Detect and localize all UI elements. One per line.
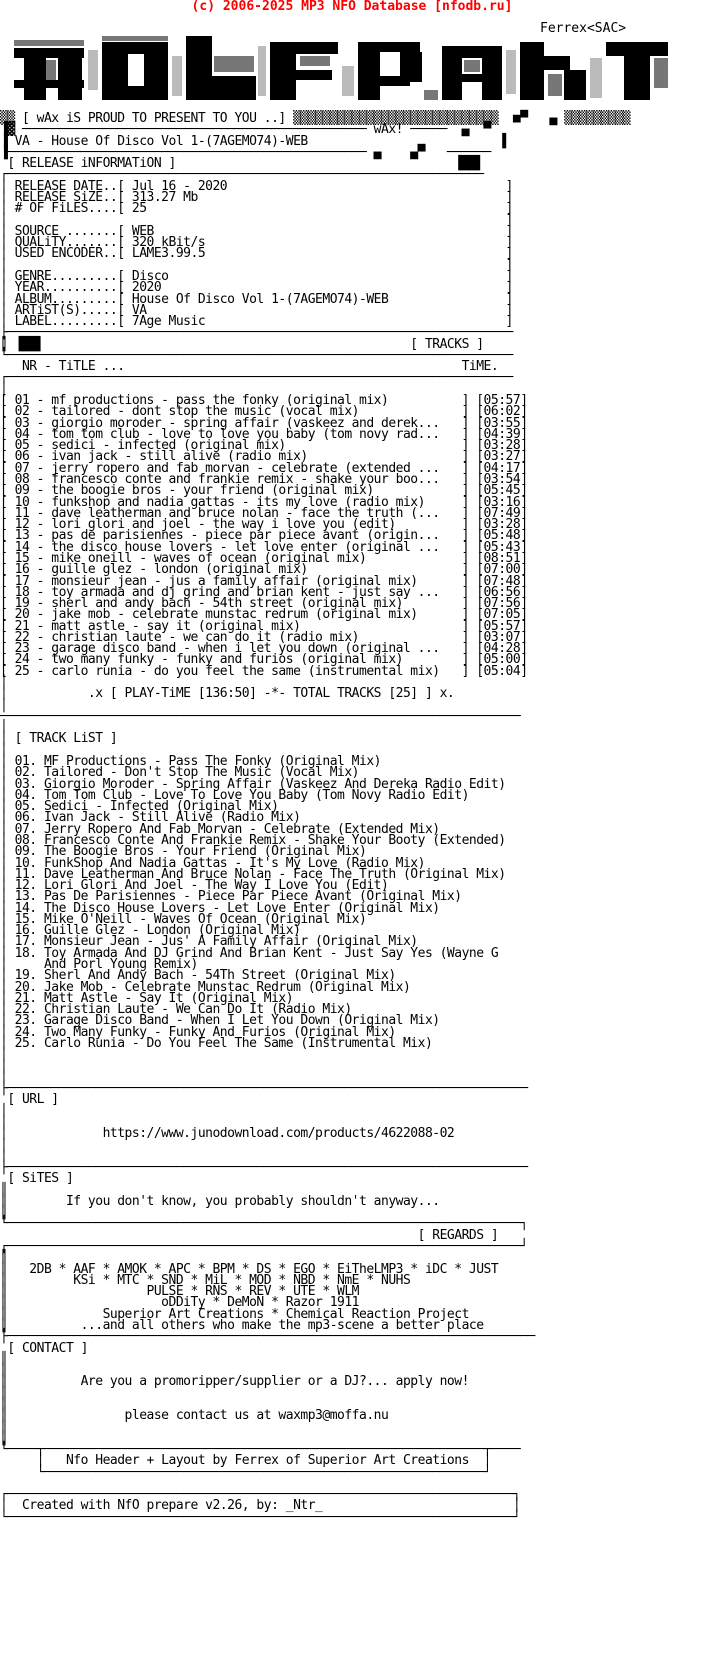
nfo-line: └────────────────────────────────────────────────────────────┘ — [0, 1464, 491, 1480]
nfo-line: │ RELEASE SiZE..[ 313.27 Mb ] — [0, 190, 513, 205]
nfo-line: │ Nfo Header + Layout by Ferrex of Superior Art Creations │ — [0, 1453, 491, 1469]
nfo-line: ║ Superior Art Creations * Chemical Reaction Project — [0, 1306, 469, 1322]
nfo-line: │ — [0, 1114, 8, 1130]
nfo-line: ├───────────────────────────────────────────────────────────────────── — [0, 325, 513, 341]
nfo-line: [ 11 - dave leatherman and bruce nolan - face the truth (... ] [07:49] — [0, 505, 528, 521]
nfo-line: │ 22. Christian Laute - We Can Do It (Radio Mix) — [0, 1002, 352, 1018]
nfo-line: ║ — [0, 1182, 8, 1198]
nfo-line: [ 05 - sedici - infected (original mix) ] [03:28] — [0, 438, 528, 454]
nfo-line: [ 22 - christian laute - we can do it (radio mix) ] [03:07] — [0, 629, 528, 645]
nfo-line: │ LABEL.........[ 7Age Music ] — [0, 314, 513, 329]
nfo-line: ║ — [0, 1430, 8, 1446]
nfo-line: [ 13 - pas de parisiennes - piece par piece avant (origin... ] [05:48] — [0, 528, 528, 544]
nfo-line: NR - TiTLE ... TiME. — [0, 359, 499, 375]
nfo-line: [ 10 - funkshop and nadia gattas - its my love (radio mix) ] [03:16] — [0, 494, 528, 510]
nfo-line: ║ — [0, 1363, 8, 1379]
wax-ascii-logo — [14, 36, 674, 112]
nfo-line: [ 15 - mike oneill - waves of ocean (original mix) ] [08:51] — [0, 550, 528, 566]
nfo-line: [ REGARDS ] — [0, 1227, 499, 1243]
nfo-line: ┌─────────────────────────────────────────────────────────────────────┐ — [0, 1487, 521, 1503]
nfo-line: [ 17 - monsieur jean - jus a family affair (original mix) ] [07:48] — [0, 573, 528, 589]
nfo-line: [ 01 - mf productions - pass the fonky (original mix) ] [05:57] — [0, 393, 528, 408]
nfo-line: │ 19. Sherl And Andy Bach - 54Th Street (Original Mix) — [0, 968, 396, 984]
nfo-line: [ 12 - lori glori and joel - the way i love you (edit) ] [03:28] — [0, 517, 528, 533]
nfo-line: ║ If you don't know, you probably shouldn't anyway... — [0, 1193, 440, 1209]
nfo-line: │ — [0, 381, 8, 397]
nfo-line: │ ] — [0, 212, 513, 228]
nfo-line: │ SOURCE .......[ WEB ] — [0, 223, 513, 239]
nfo-line: │ 07. Jerry Ropero And Fab Morvan - Celebrate (Extended Mix) — [0, 821, 440, 837]
nfo-line: [ 08 - francesco conte and frankie remix - shake your boo... ] [03:54] — [0, 472, 528, 487]
nfo-line: │ 15. Mike O'Neill - Waves Of Ocean (Original Mix) — [0, 911, 367, 927]
nfo-line: [ 04 - tom tom club - love to love you baby (tom novy rad... ] [04:39] — [0, 426, 528, 442]
nfo-line: │ ARTiST(S).....[ VA ] — [0, 302, 513, 318]
nfo-line: ┌──────────────────────────────────────────────────────────────────────┘ — [0, 1239, 528, 1254]
nfo-line: │ — [0, 1047, 8, 1063]
nfo-line: │ ] — [0, 257, 513, 273]
nfo-line: ║ — [0, 1385, 8, 1401]
nfo-line: │ 14. The Disco House Lovers - Let Love Enter (Original Mix) — [0, 900, 440, 916]
nfo-line: │ 01. MF Productions - Pass The Fonky (Original Mix) — [0, 754, 381, 769]
nfo-line: │ 18. Toy Armada And DJ Grind And Brian Kent - Just Say Yes (Wayne G — [0, 945, 499, 961]
nfo-line: ▐ VA - House Of Disco Vol 1-(7AGEMO74)-WEB ▐ — [0, 133, 506, 149]
header-credit: Ferrex<SAC> — [540, 21, 627, 36]
nfo-line: │ GENRE.........[ Disco ] — [0, 268, 513, 284]
nfo-line: [ SiTES ] — [0, 1171, 74, 1187]
nfo-line: │ USED ENCODER..[ LAME3.99.5 ] — [0, 246, 513, 262]
nfo-line: │ 25. Carlo Runia - Do You Feel The Same (Instrumental Mix) — [0, 1036, 433, 1051]
nfo-line: │ — [0, 1148, 8, 1164]
site-banner: (c) 2006-2025 MP3 NFO Database [nfodb.ru] — [191, 0, 513, 14]
nfo-line: ║ — [0, 1205, 8, 1221]
nfo-line: │ RELEASE DATE..[ Jul 16 - 2020 ] — [0, 178, 513, 194]
nfo-line: ─────────────────────────────────────────────────────────────────────── — [0, 708, 521, 724]
nfo-line: │ 04. Tom Tom Club - Love To Love You Baby (Tom Novy Radio Edit) — [0, 787, 469, 803]
nfo-line: ┌───────────────────────────────────────────────────────────────── — [0, 167, 484, 183]
nfo-line: [ 21 - matt astle - say it (original mix) ] [05:57] — [0, 618, 528, 634]
nfo-line: │ QUALiTY.......[ 320 kBit/s ] — [0, 235, 513, 251]
nfo-line: │ 09. The Boogie Bros - Your Friend (Original Mix) — [0, 844, 367, 860]
nfo-line: │ 10. FunkShop And Nadia Gattas - It's My Love (Radio Mix) — [0, 855, 425, 871]
nfo-line: [ 14 - the disco house lovers - let love enter (original ... ] [05:43] — [0, 539, 528, 555]
nfo-line: ║ — [0, 1419, 8, 1435]
nfo-line: [ CONTACT ] — [0, 1340, 88, 1356]
nfo-line: [ 25 - carlo runia - do you feel the same (instrumental mix) ] [05:04] — [0, 663, 528, 679]
nfo-line: [ 02 - tailored - dont stop the music (vocal mix) ] [06:02] — [0, 404, 528, 420]
nfo-line: │ 05. Sedici - Infected (Original Mix) — [0, 799, 279, 815]
nfo-line: │ https://www.junodownload.com/products/4622088-02 — [0, 1126, 455, 1142]
nfo-line: ▒▒ [ wAx iS PROUD TO PRESENT TO YOU ..] ▒▒▒▒▒▒▒▒▒▒▒▒▒▒▒▒▒▒▒▒▒▒▒▒▒▒▒▒ ■▀ ▄ ▒▒▒▒▒▒▒▒▒ — [0, 111, 631, 126]
nfo-line: [ 19 - sherl and andy bach - 54th street (original mix) ] [07:56] — [0, 596, 528, 611]
nfo-line: │ — [0, 697, 8, 713]
nfo-line: ║ — [0, 1250, 8, 1266]
nfo-line: │ 16. Guille Glez - London (Original Mix) — [0, 923, 301, 939]
nfo-line: ▐▓ ─────────────────────────────────────────────── wAx! ───── ▄ ▀ — [0, 122, 491, 138]
nfo-line: ║ oDDiTy * DeMoN * Razor 1911 — [0, 1295, 360, 1311]
nfo-line: [ 09 - the boogie bros - your friend (original mix) ] [05:45] — [0, 483, 528, 499]
nfo-line: │ — [0, 1058, 8, 1074]
nfo-line: │ 08. Francesco Conte And Frankie Remix - Shake Your Booty (Extended) — [0, 832, 506, 848]
nfo-line: │ — [0, 720, 8, 736]
nfo-line: │ — [0, 742, 8, 758]
nfo-line: │ Created with NfO prepare v2.26, by: _Ntr_ │ — [0, 1498, 521, 1514]
nfo-line: ║ Are you a promoripper/supplier or a DJ?... apply now! — [0, 1374, 469, 1390]
nfo-line: │ 12. Lori Glori And Joel - The Way I Love You (Edit) — [0, 878, 389, 893]
nfo-line: [ 20 - jake mob - celebrate munstac redrum (original mix) ] [07:05] — [0, 607, 528, 623]
nfo-line: ║ KSi * MTC * SND * MiL * MOD * NBD * NmE * NUHS — [0, 1272, 411, 1288]
nfo-line: ┌───────────────────────────────────────────────────────────────────── — [0, 370, 513, 386]
nfo-line: │ — [0, 1137, 8, 1153]
nfo-line: ├──────────────────────────────────────────────────────────────────────── — [0, 1329, 535, 1345]
nfo-line: │ ALBUM.........[ House Of Disco Vol 1-(7AGEMO74)-WEB ] — [0, 291, 513, 307]
nfo-line: │ — [0, 1103, 8, 1119]
nfo-line: │ 06. Ivan Jack - Still Alive (Radio Mix) — [0, 810, 301, 826]
nfo-line: [ 16 - guille glez - london (original mix) ] [07:00] — [0, 562, 528, 578]
nfo-line: ├─────────────────────────────────────────────────────────────────────── — [0, 1081, 528, 1097]
nfo-line: │ 24. Two Many Funky - Funky And Furios (Original Mix) — [0, 1024, 396, 1040]
nfo-line: │ 11. Dave Leatherman And Bruce Nolan - Face The Truth (Original Mix) — [0, 866, 506, 882]
nfo-line: │ 02. Tailored - Don't Stop The Music (Vocal Mix) — [0, 765, 360, 781]
nfo-line: │ .x [ PLAY-TiME [136:50] -*- TOTAL TRACKS [25] ] x. — [0, 686, 455, 702]
nfo-line: [ 07 - jerry ropero and fab morvan - celebrate (extended ... ] [04:17] — [0, 460, 528, 476]
nfo-line: └─────────────────────────────────────────────────────────────────────┘ — [0, 1509, 521, 1525]
nfo-line: [ 18 - toy armada and dj grind and brian kent - just say ... ] [06:56] — [0, 584, 528, 600]
nfo-line: │ 17. Monsieur Jean - Jus' A Family Affair (Original Mix) — [0, 934, 418, 950]
nfo-line: │ YEAR..........[ 2020 ] — [0, 280, 513, 296]
nfo-line: │ 03. Giorgio Moroder - Spring Affair (Vaskeez And Dereka Radio Edit) — [0, 776, 506, 792]
nfo-line: ▐───────────────────────────────────────────────── ▄ ▄▀ ────── — [0, 144, 491, 160]
nfo-line: │ 21. Matt Astle - Say It (Original Mix) — [0, 990, 294, 1006]
nfo-line: ├─────────────────────────────────────────────────────────────────────── — [0, 1160, 528, 1175]
nfo-line: ║ ...and all others who make the mp3-scene a better place — [0, 1318, 484, 1333]
nfo-line: │ [ TRACK LiST ] — [0, 731, 118, 747]
nfo-line: ║ 2DB * AAF * AMOK * APC * BPM * DS * EGO * EiTheLMP3 * iDC * JUST — [0, 1261, 499, 1277]
nfo-line: │ 23. Garage Disco Band - When I Let You Down (Original Mix) — [0, 1013, 440, 1029]
nfo-line: │ — [0, 1069, 8, 1085]
nfo-line: │ — [0, 675, 8, 690]
nfo-line: ║ please contact us at waxmp3@moffa.nu — [0, 1408, 389, 1424]
nfo-line: │ And Porl Young Remix) — [0, 957, 198, 972]
nfo-line: ║ — [0, 1351, 8, 1367]
nfo-line: [ 23 - garage disco band - when i let you down (original ... ] [04:28] — [0, 641, 528, 657]
nfo-line: ║ — [0, 1396, 8, 1412]
nfo-line: │ 20. Jake Mob - Celebrate Munstac Redrum (Original Mix) — [0, 979, 411, 995]
nfo-line: ║ PULSE * RNS * REV * UTE * WLM — [0, 1284, 360, 1300]
nfo-line: [ 24 - two many funky - funky and furios (original mix) ] [05:00] — [0, 652, 528, 668]
nfo-line: [ URL ] — [0, 1092, 59, 1108]
nfo-line: └──────────────────────────────────────────────────────────────────────┐ — [0, 1216, 528, 1232]
nfo-line: [ 06 - ivan jack - still alive (radio mix) ] [03:27] — [0, 449, 528, 465]
nfo-line: └────┬────────────────────────────────────────────────────────────┬──── — [0, 1442, 521, 1457]
nfo-line: │ # OF FiLES....[ 25 ] — [0, 201, 513, 217]
nfo-line: │ 13. Pas De Parisiennes - Piece Par Piece Avant (Original Mix) — [0, 889, 462, 905]
nfo-line: [ RELEASE iNFORMATiON ] ▐██▌ — [0, 156, 484, 172]
nfo-line: └───────────────────────────────────────────────────────────────────── — [0, 347, 513, 363]
nfo-line: [ 03 - giorgio moroder - spring affair (vaskeez and derek... ] [03:55] — [0, 415, 528, 431]
nfo-line: ║ ▐██▌ [ TRACKS ] — [0, 336, 484, 352]
